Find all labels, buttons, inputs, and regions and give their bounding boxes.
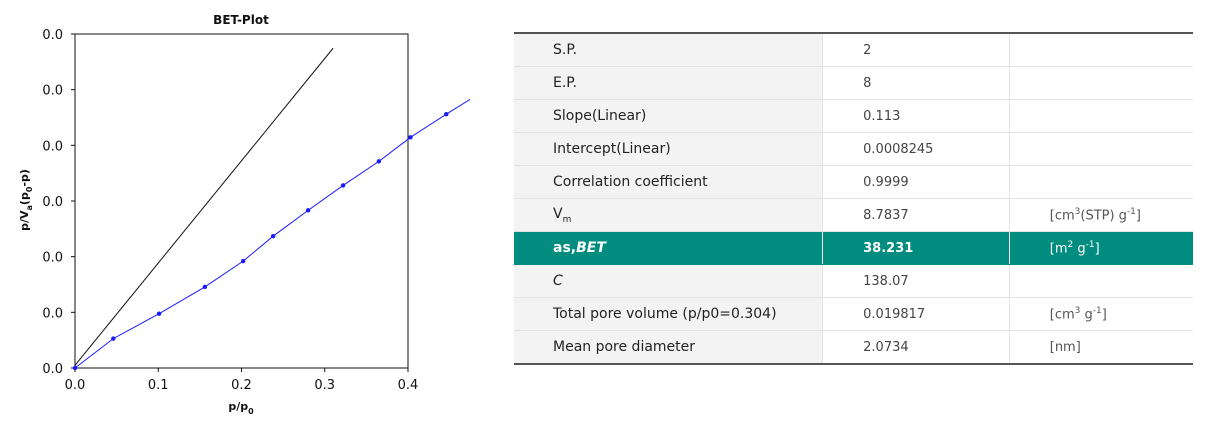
x-tick-label: 0.3 bbox=[314, 378, 336, 393]
table-row bbox=[514, 331, 1193, 365]
data-point bbox=[306, 208, 310, 212]
x-axis-label: $p/p_0$ bbox=[228, 400, 254, 416]
row-label: S.P. bbox=[514, 33, 823, 67]
row-value: 0.019817 bbox=[823, 298, 1010, 331]
row-label-as-bet: as,BET bbox=[514, 232, 823, 265]
data-point bbox=[203, 285, 207, 289]
table-row bbox=[514, 265, 1193, 298]
row-value: 8.7837 bbox=[823, 199, 1010, 232]
row-label: Total pore volume (p/p0=0.304) bbox=[514, 298, 823, 331]
row-unit bbox=[1009, 100, 1193, 133]
row-value: 8 bbox=[823, 67, 1010, 100]
table-row bbox=[514, 133, 1193, 166]
y-tick-label: 0.0 bbox=[42, 362, 63, 377]
y-tick-label: 0.0 bbox=[42, 28, 63, 43]
x-tick-label: 0.4 bbox=[397, 378, 419, 393]
row-value: 0.0008245 bbox=[823, 133, 1010, 166]
row-unit bbox=[1009, 166, 1193, 199]
data-point bbox=[341, 183, 345, 187]
row-unit bbox=[1009, 67, 1193, 100]
y-tick-label: 0.0 bbox=[42, 139, 63, 155]
table-row bbox=[514, 166, 1193, 199]
bet-plot-chart bbox=[0, 0, 470, 423]
x-tick-label: 0.2 bbox=[231, 378, 252, 393]
row-label: E.P. bbox=[514, 67, 823, 100]
table-row bbox=[514, 67, 1193, 100]
table-row bbox=[514, 298, 1193, 331]
table-row-highlighted bbox=[514, 232, 1193, 265]
row-value: 38.231 bbox=[823, 232, 1010, 265]
row-unit bbox=[1009, 265, 1193, 298]
y-axis-label: $p/V_a(p_0-p)$ bbox=[18, 169, 34, 231]
bet-results-table bbox=[514, 32, 1193, 365]
table-row bbox=[514, 100, 1193, 133]
row-label: Correlation coefficient bbox=[514, 166, 823, 199]
data-point bbox=[111, 336, 115, 340]
plot-area bbox=[75, 34, 408, 368]
row-label: Mean pore diameter bbox=[514, 331, 823, 365]
y-tick-label: 0.0 bbox=[42, 306, 63, 322]
data-point bbox=[444, 112, 448, 116]
row-unit: [$m^2$ $g^{-1}$] bbox=[1009, 232, 1193, 265]
bet-plot-svg bbox=[0, 0, 470, 423]
data-point bbox=[271, 234, 275, 238]
data-point bbox=[408, 135, 412, 139]
data-point bbox=[241, 259, 245, 263]
row-unit bbox=[1009, 33, 1193, 67]
row-value: 2.0734 bbox=[823, 331, 1010, 365]
row-unit: [nm] bbox=[1009, 331, 1193, 365]
y-tick-label: 0.0 bbox=[42, 195, 63, 210]
data-point bbox=[73, 366, 77, 370]
y-tick-label: 0.0 bbox=[42, 250, 63, 266]
row-unit bbox=[1009, 133, 1193, 166]
row-value: 0.113 bbox=[823, 100, 1010, 133]
row-value: 2 bbox=[823, 33, 1010, 67]
table-row bbox=[514, 199, 1193, 232]
row-unit: [$cm^3$ $g^{-1}$] bbox=[1009, 298, 1193, 331]
x-tick-label: 0.1 bbox=[147, 378, 169, 393]
row-value: 0.9999 bbox=[823, 166, 1010, 199]
linear-fit-line bbox=[75, 48, 333, 365]
table-row bbox=[514, 33, 1193, 67]
data-point bbox=[377, 159, 381, 163]
row-unit: [$cm^3(STP)$ $g^{-1}$] bbox=[1009, 199, 1193, 232]
row-label: Slope(Linear) bbox=[514, 100, 823, 133]
row-label-vm: $V_m$ bbox=[514, 199, 823, 232]
row-label: Intercept(Linear) bbox=[514, 133, 823, 166]
data-series-line bbox=[75, 92, 470, 368]
row-value: 138.07 bbox=[823, 265, 1010, 298]
y-tick-label: 0.0 bbox=[42, 83, 63, 99]
row-label: C bbox=[514, 265, 823, 298]
chart-title: BET-Plot bbox=[213, 13, 269, 27]
data-point bbox=[157, 311, 161, 315]
x-tick-label: 0.0 bbox=[64, 378, 86, 393]
